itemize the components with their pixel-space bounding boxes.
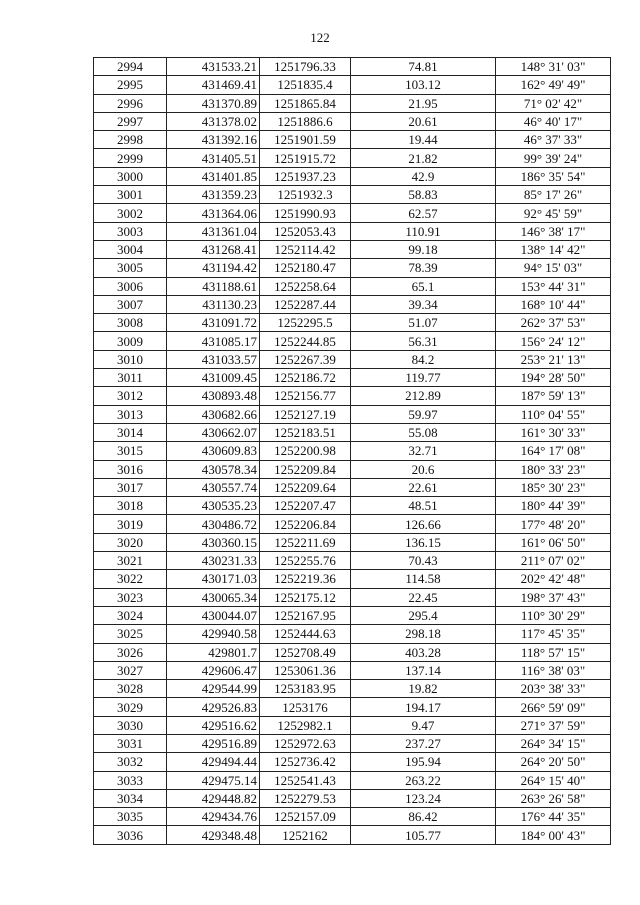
x-coordinate-cell: 430044.07 [167,606,260,624]
distance-cell: 22.45 [351,588,496,606]
y-coordinate-cell: 1252209.84 [260,460,351,478]
table-row [94,698,611,716]
point-number-cell: 2997 [94,112,167,130]
page-number: 122 [310,30,330,45]
bearing-cell: 148° 31' 03" [496,58,611,76]
distance-cell: 194.17 [351,698,496,716]
y-coordinate-cell: 1252156.77 [260,387,351,405]
bearing-cell: 194° 28' 50" [496,369,611,387]
bearing-cell: 116° 38' 03" [496,661,611,679]
point-number-cell: 3017 [94,478,167,496]
point-number-cell: 3022 [94,570,167,588]
table-row [94,405,611,423]
distance-cell: 70.43 [351,552,496,570]
table-row [94,680,611,698]
point-number-cell: 3027 [94,661,167,679]
distance-cell: 59.97 [351,405,496,423]
x-coordinate-cell: 431364.06 [167,204,260,222]
bearing-cell: 180° 33' 23" [496,460,611,478]
y-coordinate-cell: 1251886.6 [260,112,351,130]
y-coordinate-cell: 1251796.33 [260,58,351,76]
distance-cell: 114.58 [351,570,496,588]
x-coordinate-cell: 429940.58 [167,625,260,643]
point-number-cell: 3026 [94,643,167,661]
y-coordinate-cell: 1251932.3 [260,186,351,204]
point-number-cell: 3002 [94,204,167,222]
coordinates-table-body [94,58,611,845]
point-number-cell: 3014 [94,423,167,441]
x-coordinate-cell: 431533.21 [167,58,260,76]
y-coordinate-cell: 1252244.85 [260,332,351,350]
point-number-cell: 3028 [94,680,167,698]
x-coordinate-cell: 429606.47 [167,661,260,679]
bearing-cell: 161° 30' 33" [496,423,611,441]
bearing-cell: 94° 15' 03" [496,259,611,277]
table-row [94,58,611,76]
y-coordinate-cell: 1252183.51 [260,423,351,441]
x-coordinate-cell: 430578.34 [167,460,260,478]
table-row [94,753,611,771]
table-row [94,112,611,130]
y-coordinate-cell: 1251901.59 [260,131,351,149]
bearing-cell: 187° 59' 13" [496,387,611,405]
x-coordinate-cell: 431085.17 [167,332,260,350]
bearing-cell: 186° 35' 54" [496,167,611,185]
distance-cell: 19.82 [351,680,496,698]
x-coordinate-cell: 429516.62 [167,716,260,734]
x-coordinate-cell: 430662.07 [167,423,260,441]
table-row [94,734,611,752]
point-number-cell: 2999 [94,149,167,167]
point-number-cell: 2996 [94,94,167,112]
table-row [94,350,611,368]
table-row [94,826,611,844]
distance-cell: 78.39 [351,259,496,277]
y-coordinate-cell: 1252255.76 [260,552,351,570]
point-number-cell: 3009 [94,332,167,350]
x-coordinate-cell: 429434.76 [167,808,260,826]
x-coordinate-cell: 429544.99 [167,680,260,698]
y-coordinate-cell: 1252287.44 [260,295,351,313]
x-coordinate-cell: 430893.48 [167,387,260,405]
point-number-cell: 3016 [94,460,167,478]
bearing-cell: 264° 15' 40" [496,771,611,789]
distance-cell: 212.89 [351,387,496,405]
distance-cell: 110.91 [351,222,496,240]
point-number-cell: 3015 [94,442,167,460]
bearing-cell: 198° 37' 43" [496,588,611,606]
table-row [94,222,611,240]
distance-cell: 298.18 [351,625,496,643]
bearing-cell: 262° 37' 53" [496,314,611,332]
distance-cell: 403.28 [351,643,496,661]
bearing-cell: 184° 00' 43" [496,826,611,844]
point-number-cell: 3029 [94,698,167,716]
bearing-cell: 164° 17' 08" [496,442,611,460]
bearing-cell: 146° 38' 17" [496,222,611,240]
table-row [94,314,611,332]
y-coordinate-cell: 1252186.72 [260,369,351,387]
table-row [94,295,611,313]
point-number-cell: 3005 [94,259,167,277]
table-row [94,625,611,643]
x-coordinate-cell: 430557.74 [167,478,260,496]
x-coordinate-cell: 429516.89 [167,734,260,752]
table-row [94,442,611,460]
x-coordinate-cell: 431469.41 [167,76,260,94]
table-row [94,661,611,679]
distance-cell: 295.4 [351,606,496,624]
table-row [94,240,611,258]
distance-cell: 65.1 [351,277,496,295]
point-number-cell: 3008 [94,314,167,332]
point-number-cell: 3030 [94,716,167,734]
table-row [94,588,611,606]
point-number-cell: 3000 [94,167,167,185]
table-row [94,277,611,295]
table-row [94,259,611,277]
bearing-cell: 71° 02' 42" [496,94,611,112]
x-coordinate-cell: 431194.42 [167,259,260,277]
y-coordinate-cell: 1252114.42 [260,240,351,258]
table-row [94,606,611,624]
x-coordinate-cell: 431091.72 [167,314,260,332]
distance-cell: 55.08 [351,423,496,441]
bearing-cell: 253° 21' 13" [496,350,611,368]
bearing-cell: 211° 07' 02" [496,552,611,570]
coordinates-table [93,57,611,845]
x-coordinate-cell: 429475.14 [167,771,260,789]
point-number-cell: 3024 [94,606,167,624]
distance-cell: 263.22 [351,771,496,789]
distance-cell: 84.2 [351,350,496,368]
y-coordinate-cell: 1252175.12 [260,588,351,606]
distance-cell: 20.6 [351,460,496,478]
bearing-cell: 263° 26' 58" [496,789,611,807]
x-coordinate-cell: 429348.48 [167,826,260,844]
y-coordinate-cell: 1251990.93 [260,204,351,222]
x-coordinate-cell: 431188.61 [167,277,260,295]
distance-cell: 42.9 [351,167,496,185]
bearing-cell: 264° 34' 15" [496,734,611,752]
distance-cell: 237.27 [351,734,496,752]
point-number-cell: 3010 [94,350,167,368]
point-number-cell: 3019 [94,515,167,533]
y-coordinate-cell: 1252258.64 [260,277,351,295]
y-coordinate-cell: 1252180.47 [260,259,351,277]
bearing-cell: 110° 04' 55" [496,405,611,423]
table-row [94,460,611,478]
x-coordinate-cell: 429494.44 [167,753,260,771]
y-coordinate-cell: 1252541.43 [260,771,351,789]
distance-cell: 103.12 [351,76,496,94]
point-number-cell: 3025 [94,625,167,643]
table-row [94,789,611,807]
x-coordinate-cell: 429526.83 [167,698,260,716]
y-coordinate-cell: 1253183.95 [260,680,351,698]
y-coordinate-cell: 1252219.36 [260,570,351,588]
table-row [94,716,611,734]
y-coordinate-cell: 1251937.23 [260,167,351,185]
bearing-cell: 138° 14' 42" [496,240,611,258]
bearing-cell: 110° 30' 29" [496,606,611,624]
y-coordinate-cell: 1252211.69 [260,533,351,551]
bearing-cell: 118° 57' 15" [496,643,611,661]
x-coordinate-cell: 431130.23 [167,295,260,313]
x-coordinate-cell: 431378.02 [167,112,260,130]
x-coordinate-cell: 430609.83 [167,442,260,460]
distance-cell: 86.42 [351,808,496,826]
point-number-cell: 3003 [94,222,167,240]
distance-cell: 137.14 [351,661,496,679]
y-coordinate-cell: 1252206.84 [260,515,351,533]
bearing-cell: 271° 37' 59" [496,716,611,734]
y-coordinate-cell: 1251865.84 [260,94,351,112]
point-number-cell: 3013 [94,405,167,423]
table-row [94,76,611,94]
distance-cell: 58.83 [351,186,496,204]
point-number-cell: 3006 [94,277,167,295]
x-coordinate-cell: 431392.16 [167,131,260,149]
x-coordinate-cell: 431401.85 [167,167,260,185]
bearing-cell: 153° 44' 31" [496,277,611,295]
bearing-cell: 180° 44' 39" [496,497,611,515]
table-row [94,515,611,533]
distance-cell: 32.71 [351,442,496,460]
point-number-cell: 3001 [94,186,167,204]
y-coordinate-cell: 1252972.63 [260,734,351,752]
y-coordinate-cell: 1253176 [260,698,351,716]
x-coordinate-cell: 430231.33 [167,552,260,570]
y-coordinate-cell: 1252127.19 [260,405,351,423]
table-row [94,497,611,515]
distance-cell: 39.34 [351,295,496,313]
bearing-cell: 168° 10' 44" [496,295,611,313]
point-number-cell: 3004 [94,240,167,258]
bearing-cell: 202° 42' 48" [496,570,611,588]
table-row [94,332,611,350]
point-number-cell: 3020 [94,533,167,551]
table-row [94,552,611,570]
x-coordinate-cell: 430486.72 [167,515,260,533]
distance-cell: 136.15 [351,533,496,551]
table-row [94,570,611,588]
table-row [94,131,611,149]
point-number-cell: 3032 [94,753,167,771]
x-coordinate-cell: 431268.41 [167,240,260,258]
table-row [94,387,611,405]
distance-cell: 48.51 [351,497,496,515]
x-coordinate-cell: 431033.57 [167,350,260,368]
point-number-cell: 3023 [94,588,167,606]
y-coordinate-cell: 1252736.42 [260,753,351,771]
table-row [94,533,611,551]
y-coordinate-cell: 1253061.36 [260,661,351,679]
table-row [94,149,611,167]
distance-cell: 195.94 [351,753,496,771]
bearing-cell: 156° 24' 12" [496,332,611,350]
table-row [94,643,611,661]
x-coordinate-cell: 431370.89 [167,94,260,112]
bearing-cell: 176° 44' 35" [496,808,611,826]
distance-cell: 105.77 [351,826,496,844]
y-coordinate-cell: 1252982.1 [260,716,351,734]
x-coordinate-cell: 430360.15 [167,533,260,551]
distance-cell: 19.44 [351,131,496,149]
y-coordinate-cell: 1252207.47 [260,497,351,515]
distance-cell: 62.57 [351,204,496,222]
table-row [94,167,611,185]
distance-cell: 126.66 [351,515,496,533]
table-row [94,94,611,112]
bearing-cell: 46° 40' 17" [496,112,611,130]
table-row [94,369,611,387]
bearing-cell: 266° 59' 09" [496,698,611,716]
y-coordinate-cell: 1252708.49 [260,643,351,661]
point-number-cell: 2998 [94,131,167,149]
distance-cell: 99.18 [351,240,496,258]
bearing-cell: 92° 45' 59" [496,204,611,222]
bearing-cell: 162° 49' 49" [496,76,611,94]
distance-cell: 21.95 [351,94,496,112]
distance-cell: 56.31 [351,332,496,350]
point-number-cell: 3018 [94,497,167,515]
point-number-cell: 3031 [94,734,167,752]
distance-cell: 123.24 [351,789,496,807]
table-row [94,478,611,496]
x-coordinate-cell: 429448.82 [167,789,260,807]
y-coordinate-cell: 1252295.5 [260,314,351,332]
bearing-cell: 264° 20' 50" [496,753,611,771]
y-coordinate-cell: 1252444.63 [260,625,351,643]
y-coordinate-cell: 1252200.98 [260,442,351,460]
x-coordinate-cell: 431361.04 [167,222,260,240]
bearing-cell: 99° 39' 24" [496,149,611,167]
point-number-cell: 3021 [94,552,167,570]
y-coordinate-cell: 1252209.64 [260,478,351,496]
x-coordinate-cell: 431009.45 [167,369,260,387]
point-number-cell: 3007 [94,295,167,313]
point-number-cell: 3035 [94,808,167,826]
y-coordinate-cell: 1251915.72 [260,149,351,167]
distance-cell: 21.82 [351,149,496,167]
distance-cell: 9.47 [351,716,496,734]
y-coordinate-cell: 1252162 [260,826,351,844]
point-number-cell: 3011 [94,369,167,387]
point-number-cell: 2994 [94,58,167,76]
bearing-cell: 177° 48' 20" [496,515,611,533]
bearing-cell: 161° 06' 50" [496,533,611,551]
point-number-cell: 3012 [94,387,167,405]
y-coordinate-cell: 1252267.39 [260,350,351,368]
bearing-cell: 185° 30' 23" [496,478,611,496]
x-coordinate-cell: 430065.34 [167,588,260,606]
y-coordinate-cell: 1252157.09 [260,808,351,826]
distance-cell: 51.07 [351,314,496,332]
y-coordinate-cell: 1252053.43 [260,222,351,240]
x-coordinate-cell: 431405.51 [167,149,260,167]
bearing-cell: 46° 37' 33" [496,131,611,149]
x-coordinate-cell: 431359.23 [167,186,260,204]
table-row [94,423,611,441]
distance-cell: 119.77 [351,369,496,387]
x-coordinate-cell: 430535.23 [167,497,260,515]
bearing-cell: 85° 17' 26" [496,186,611,204]
table-row [94,771,611,789]
x-coordinate-cell: 429801.7 [167,643,260,661]
point-number-cell: 3036 [94,826,167,844]
table-row [94,204,611,222]
y-coordinate-cell: 1252279.53 [260,789,351,807]
x-coordinate-cell: 430171.03 [167,570,260,588]
y-coordinate-cell: 1251835.4 [260,76,351,94]
y-coordinate-cell: 1252167.95 [260,606,351,624]
table-row [94,186,611,204]
x-coordinate-cell: 430682.66 [167,405,260,423]
point-number-cell: 2995 [94,76,167,94]
distance-cell: 20.61 [351,112,496,130]
distance-cell: 74.81 [351,58,496,76]
point-number-cell: 3033 [94,771,167,789]
point-number-cell: 3034 [94,789,167,807]
table-row [94,808,611,826]
bearing-cell: 203° 38' 33" [496,680,611,698]
bearing-cell: 117° 45' 35" [496,625,611,643]
distance-cell: 22.61 [351,478,496,496]
